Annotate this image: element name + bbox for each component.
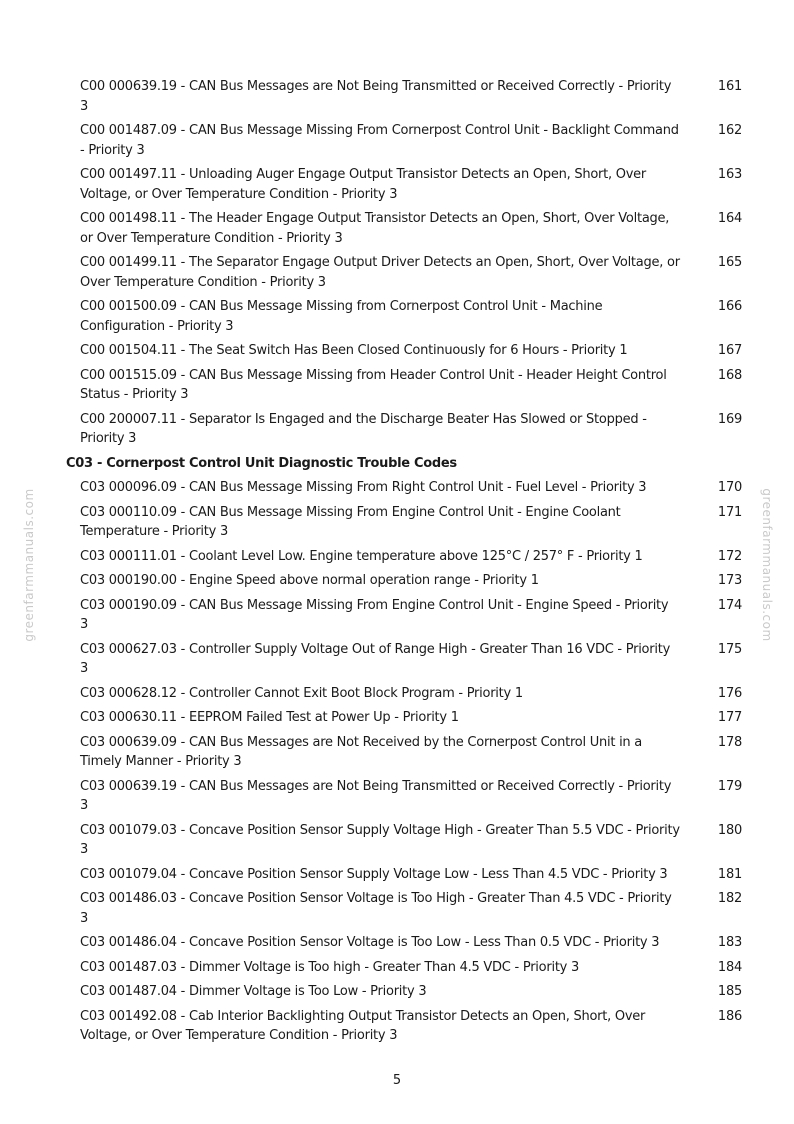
watermark-left: greenfarmmanuals.com [22, 488, 36, 642]
toc-entry-title[interactable]: C00 001497.11 - Unloading Auger Engage Output Transistor Detects an Open, Short, Over Voltage, or Over Temperature Condition - Priority 3 [80, 167, 646, 202]
toc-entry-title[interactable]: C03 000110.09 - CAN Bus Message Missing From Engine Control Unit - Engine Coolant Temperature - Priority 3 [80, 504, 621, 539]
toc-entry-page[interactable]: 182 [717, 891, 742, 906]
toc-entry-title[interactable]: C03 000096.09 - CAN Bus Message Missing From Right Control Unit - Fuel Level - Priority 3 [80, 480, 647, 495]
toc-entry-page[interactable]: 171 [717, 504, 742, 520]
toc-entry-page[interactable]: 163 [717, 167, 742, 182]
toc-entry-title[interactable]: C00 000639.19 - CAN Bus Messages are Not Being Transmitted or Received Correctly - Priority 3 [80, 79, 672, 114]
toc-entry[interactable] [80, 640, 742, 679]
toc-entry[interactable] [80, 341, 742, 361]
toc-entry-title[interactable]: C03 000628.12 - Controller Cannot Exit Boot Block Program - Priority 1 [80, 685, 523, 701]
toc-entry-page[interactable]: 172 [717, 548, 742, 564]
table-of-contents [0, 77, 794, 1051]
section-heading[interactable]: C03 - Cornerpost Control Unit Diagnostic Trouble Codes [66, 455, 457, 471]
toc-entry-page[interactable]: 175 [717, 641, 742, 657]
toc-entry-page[interactable]: 164 [717, 211, 742, 226]
toc-entry-title[interactable]: C00 001515.09 - CAN Bus Message Missing from Header Control Unit - Header Height Control Status - Priority 3 [80, 367, 667, 402]
toc-entry-title[interactable]: C03 001079.03 - Concave Position Sensor Supply Voltage High - Greater Than 5.5 VDC - Priority 3 [80, 822, 680, 857]
toc-entry-page[interactable]: 169 [717, 411, 742, 427]
watermark-right: greenfarmmanuals.com [760, 488, 774, 642]
toc-entry-page[interactable]: 165 [717, 255, 742, 270]
toc-entry[interactable] [80, 547, 742, 567]
toc-entry-title[interactable]: C00 001499.11 - The Separator Engage Output Driver Detects an Open, Short, Over Voltage, or Over Temperature Condition - Priority 3 [80, 255, 680, 290]
toc-entry-title[interactable]: C03 001486.03 - Concave Position Sensor Voltage is Too High - Greater Than 4.5 VDC - Priority 3 [80, 891, 672, 926]
toc-entry[interactable] [80, 297, 742, 336]
toc-entry-page[interactable]: 170 [717, 480, 742, 495]
toc-entry-title[interactable]: C00 200007.11 - Separator Is Engaged and the Discharge Beater Has Slowed or Stopped - Priority 3 [80, 411, 647, 446]
toc-entry-page[interactable]: 162 [717, 123, 742, 138]
toc-entry-page[interactable]: 184 [717, 959, 742, 975]
toc-entry[interactable] [80, 733, 742, 772]
toc-entry-page[interactable]: 177 [717, 710, 742, 725]
toc-entry-page[interactable]: 181 [717, 866, 742, 882]
toc-entry-title[interactable]: C03 000630.11 - EEPROM Failed Test at Power Up - Priority 1 [80, 710, 459, 725]
toc-entry-page[interactable]: 178 [717, 734, 742, 750]
toc-entry-page[interactable]: 183 [717, 935, 742, 950]
toc-entry-title[interactable]: C00 001487.09 - CAN Bus Message Missing From Cornerpost Control Unit - Backlight Command - Priority 3 [80, 123, 679, 158]
toc-entry-page[interactable]: 168 [717, 367, 742, 383]
toc-entry[interactable] [80, 933, 742, 953]
toc-entry[interactable] [80, 410, 742, 449]
toc-entry-title[interactable]: C03 000111.01 - Coolant Level Low. Engine temperature above 125°C / 257° F - Priority 1 [80, 548, 643, 564]
toc-entry-title[interactable]: C00 001500.09 - CAN Bus Message Missing from Cornerpost Control Unit - Machine Configuration - Priority 3 [80, 299, 603, 334]
toc-entry[interactable] [80, 684, 742, 704]
toc-entry[interactable] [80, 1007, 742, 1046]
toc-entry[interactable] [80, 253, 742, 292]
toc-entry[interactable] [80, 865, 742, 885]
toc-entry-title[interactable]: C03 001492.08 - Cab Interior Backlighting Output Transistor Detects an Open, Short, Over Voltage, or Over Temperature Condition - Priority 3 [80, 1008, 646, 1043]
toc-entry[interactable] [80, 366, 742, 405]
toc-entry[interactable] [80, 209, 742, 248]
toc-entry-title[interactable]: C03 000627.03 - Controller Supply Voltage Out of Range High - Greater Than 16 VDC - Priority 3 [80, 641, 671, 676]
toc-entry-page[interactable]: 173 [717, 573, 742, 588]
toc-entry[interactable] [80, 889, 742, 928]
toc-entry[interactable] [80, 77, 742, 116]
toc-entry[interactable] [80, 777, 742, 816]
toc-entry[interactable] [80, 958, 742, 978]
toc-entry-title[interactable]: C03 001487.03 - Dimmer Voltage is Too high - Greater Than 4.5 VDC - Priority 3 [80, 959, 580, 975]
toc-entry-page[interactable]: 166 [717, 299, 742, 314]
toc-entry-page[interactable]: 161 [717, 79, 742, 94]
page-number: 5 [392, 1073, 402, 1088]
toc-entry-title[interactable]: C00 001504.11 - The Seat Switch Has Been Closed Continuously for 6 Hours - Priority 1 [80, 343, 628, 358]
toc-entry[interactable] [80, 708, 742, 728]
toc-entry-title[interactable]: C03 000190.00 - Engine Speed above normal operation range - Priority 1 [80, 573, 539, 588]
toc-entry[interactable] [80, 596, 742, 635]
toc-entry[interactable] [80, 821, 742, 860]
toc-entry[interactable] [80, 503, 742, 542]
toc-entry-title[interactable]: C03 001486.04 - Concave Position Sensor Voltage is Too Low - Less Than 0.5 VDC - Priority 3 [80, 935, 660, 950]
toc-entry-page[interactable]: 185 [717, 984, 742, 999]
toc-entry-title[interactable]: C03 000639.09 - CAN Bus Messages are Not Received by the Cornerpost Control Unit in a Timely Manner - Priority 3 [80, 734, 643, 769]
toc-entry[interactable] [80, 571, 742, 591]
toc-entry-page[interactable]: 179 [717, 778, 742, 794]
toc-entry-page[interactable]: 180 [717, 822, 742, 838]
toc-entry[interactable] [80, 165, 742, 204]
toc-entry-page[interactable]: 174 [717, 597, 742, 613]
toc-entry-page[interactable]: 167 [717, 343, 742, 358]
toc-entry[interactable] [80, 478, 742, 498]
toc-entry-page[interactable]: 176 [717, 685, 742, 701]
toc-entry[interactable] [80, 982, 742, 1002]
toc-entry-title[interactable]: C03 001487.04 - Dimmer Voltage is Too Low - Priority 3 [80, 984, 427, 999]
toc-entry[interactable] [80, 121, 742, 160]
toc-entry-title[interactable]: C03 000190.09 - CAN Bus Message Missing From Engine Control Unit - Engine Speed - Priority 3 [80, 597, 669, 632]
toc-entry-title[interactable]: C00 001498.11 - The Header Engage Output Transistor Detects an Open, Short, Over Voltage, or Over Temperature Condition - Priority 3 [80, 211, 670, 246]
toc-entry-title[interactable]: C03 001079.04 - Concave Position Sensor Supply Voltage Low - Less Than 4.5 VDC - Priority 3 [80, 866, 668, 882]
toc-entry-title[interactable]: C03 000639.19 - CAN Bus Messages are Not Being Transmitted or Received Correctly - Priority 3 [80, 778, 672, 813]
toc-entry-page[interactable]: 186 [717, 1008, 742, 1024]
